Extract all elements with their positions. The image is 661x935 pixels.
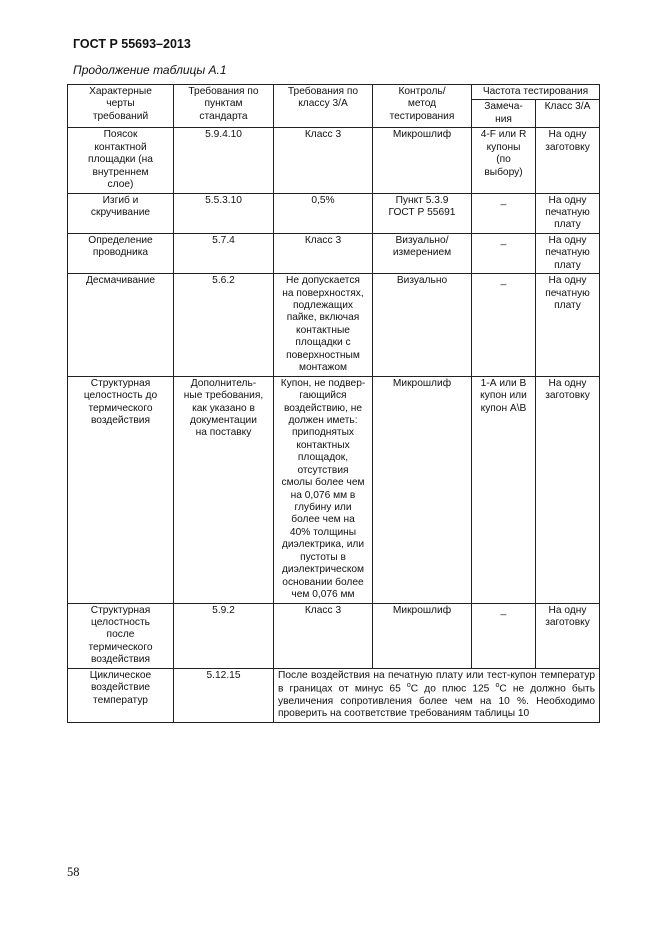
cell-characteristic: Определение проводника [68,233,174,273]
table-row [68,233,600,273]
cell-remarks: 1-А или В купон или купон А\В [472,376,536,603]
cell-characteristic: Изгиб и скручивание [68,193,174,233]
cell-class-requirement: Класс 3 [274,233,373,273]
table-continuation-caption: Продолжение таблицы А.1 [73,63,227,77]
cell-class-3a: На одну заготовку [536,603,600,668]
cell-characteristic: Структурная целостность после термического воздействия [68,603,174,668]
table-row [68,193,600,233]
table-row [68,376,600,603]
cell-remarks: 4-F или R купоны (по выбору) [472,128,536,193]
cell-characteristic: Поясок контактной площадки (на внутреннем слое) [68,128,174,193]
table-row [68,128,600,193]
cell-method: Визуально/ измерением [373,233,472,273]
cell-class-requirement: Не допускается на поверхностях, подлежащих пайке, включая контактные площадки с поверхностным монтажом [274,274,373,377]
cell-clause: 5.7.4 [174,233,274,273]
header-control-method: Контроль/ метод тестирования [373,85,472,128]
cell-clause: 5.9.4.10 [174,128,274,193]
cell-class-3a: На одну печатную плату [536,274,600,377]
cell-method: Пункт 5.3.9 ГОСТ Р 55691 [373,193,472,233]
cell-clause: 5.6.2 [174,274,274,377]
cell-clause: 5.9.2 [174,603,274,668]
cell-method: Визуально [373,274,472,377]
cell-clause: 5.5.3.10 [174,193,274,233]
cell-class-3a: На одну печатную плату [536,233,600,273]
cell-class-requirement: 0,5% [274,193,373,233]
header-characteristics: Характерные черты требований [68,85,174,128]
table-row [68,603,600,668]
cell-class-3a: На одну заготовку [536,376,600,603]
cell-class-requirement: Класс 3 [274,128,373,193]
cell-class-3a: На одну печатную плату [536,193,600,233]
cell-class-requirement: Класс 3 [274,603,373,668]
cell-clause: 5.12.15 [174,668,274,722]
header-class-3a: Класс 3/А [536,100,600,128]
standard-title: ГОСТ Р 55693–2013 [73,37,191,51]
header-remarks: Замеча- ния [472,100,536,128]
cell-class-3a: На одну заготовку [536,128,600,193]
table-header-row [68,85,600,100]
cell-clause: Дополнитель- ные требования, как указано в документации на поставку [174,376,274,603]
cell-remarks: _ [472,193,536,233]
table-row [68,668,600,722]
cell-remarks: _ [472,233,536,273]
header-test-frequency: Частота тестирования [472,85,600,100]
cell-method: Микрошлиф [373,376,472,603]
cell-characteristic: Структурная целостность до термического воздействия [68,376,174,603]
cell-method: Микрошлиф [373,603,472,668]
requirement-text-part: С до плюс 125 [410,683,496,695]
requirement-text-part: С не должно быть увеличения сопротивления более чем на 10 %. Необходимо проверить на соответствие требованиям таблицы 10 [278,683,596,720]
cell-merged-requirement-text [274,668,600,722]
degree-sign: о [495,682,500,690]
cell-class-requirement: Купон, не подвер- гающийся воздействию, не должен иметь: приподнятых контактных площадок, отсутствия смолы более чем на 0,076 мм в глубину или более чем на 40% толщины диэлектрика, или пустоты в диэлектрическом основании более чем 0,076 мм [274,376,373,603]
header-requirements-class: Требования по классу 3/А [274,85,373,128]
cell-characteristic: Циклическое воздействие температур [68,668,174,722]
requirement-text-part: После воздействия на печатную плату или тест-купон температур в границах от минус 65 [278,669,596,695]
cell-remarks: _ [472,603,536,668]
cell-method: Микрошлиф [373,128,472,193]
requirements-table [67,84,600,723]
cell-characteristic: Десмачивание [68,274,174,377]
cell-remarks: _ [472,274,536,377]
degree-sign: о [406,682,411,690]
header-requirements-by-clause: Требования по пунктам стандарта [174,85,274,128]
table-row [68,274,600,377]
page-number: 58 [67,865,80,879]
